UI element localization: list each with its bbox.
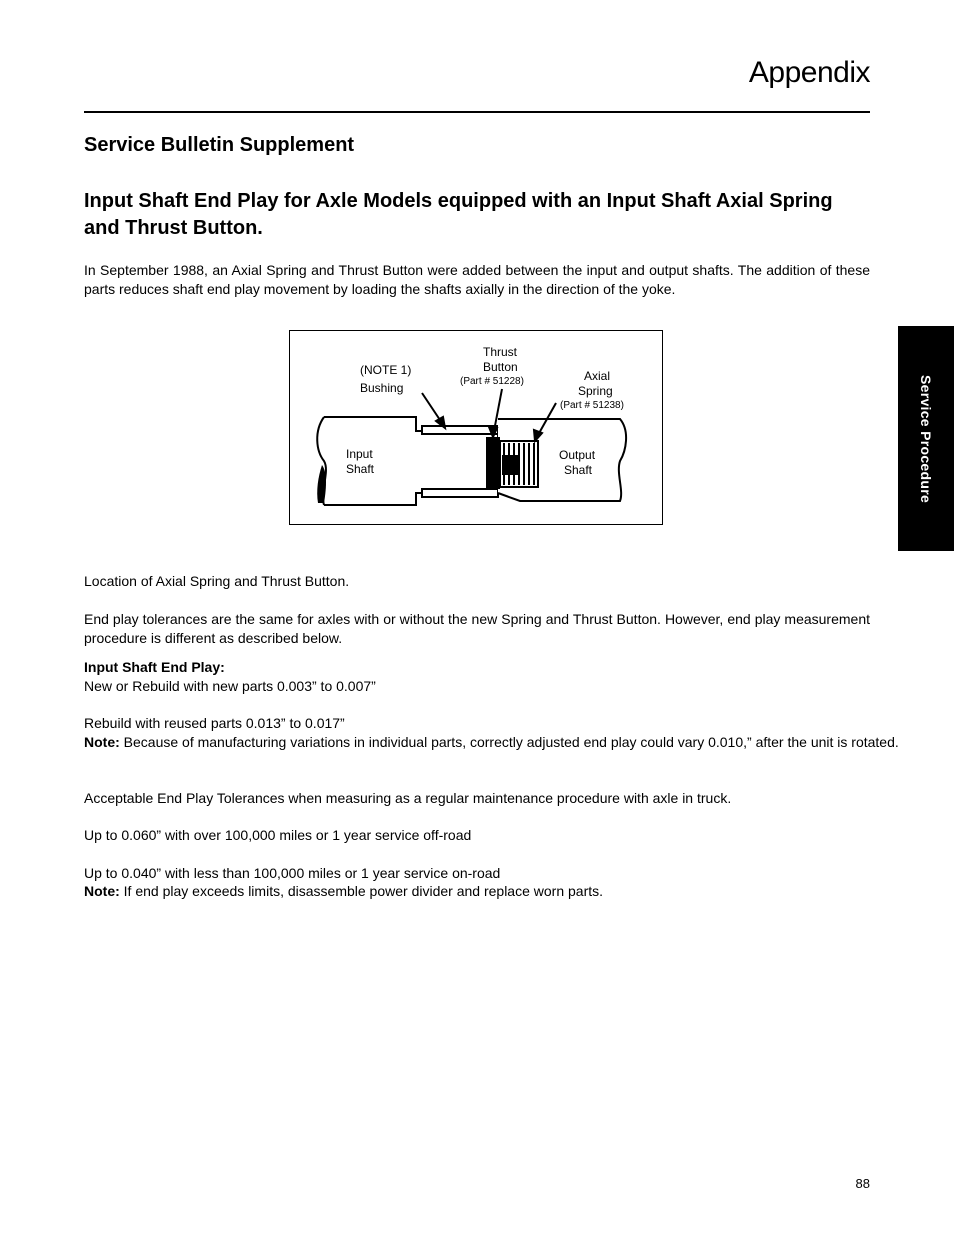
- end-play-heading: Input Shaft End Play:: [84, 659, 225, 675]
- bushing-label: Bushing: [360, 381, 404, 395]
- side-tab: [898, 326, 954, 551]
- output-label-line2: Shaft: [564, 463, 593, 477]
- bushing-shape: [422, 426, 498, 434]
- thrust-label-line1: Thrust: [483, 345, 518, 359]
- tolerance-paragraph: End play tolerances are the same for axles with or without the new Spring and Thrust Button. However, end play measurement procedure is different as described below.: [84, 611, 870, 646]
- thrust-button-shape: [486, 437, 500, 489]
- note-1-text: Because of manufacturing variations in individual parts, correctly adjusted end play could vary 0.010,” after the unit is rotated.: [123, 734, 899, 750]
- new-rebuild-line: New or Rebuild with new parts 0.003” to 0.007”: [84, 678, 376, 694]
- note-2-text: If end play exceeds limits, disassemble power divider and replace worn parts.: [123, 883, 604, 899]
- reused-rebuild-line: Rebuild with reused parts 0.013” to 0.017”: [84, 715, 345, 731]
- subsection-title: Input Shaft End Play for Axle Models equipped with an Input Shaft Axial Spring and Thrust Button.: [84, 190, 833, 239]
- intro-paragraph: In September 1988, an Axial Spring and Thrust Button were added between the input and output shafts. The addition of these parts reduces shaft end play movement by loading the shafts axially in the direction of the yoke.: [84, 262, 870, 297]
- note-label: (NOTE 1): [360, 363, 412, 377]
- header-divider: [84, 111, 870, 113]
- shaft-diagram: [289, 330, 663, 525]
- axial-label-line1: Axial: [584, 369, 611, 383]
- section-title: Service Bulletin Supplement: [84, 134, 355, 156]
- output-label-line1: Output: [559, 448, 596, 462]
- page-number: 88: [855, 1176, 870, 1191]
- page-header-title: Appendix: [748, 56, 870, 89]
- onroad-line: Up to 0.040” with less than 100,000 miles or 1 year service on-road: [84, 865, 501, 881]
- note-1-label: Note:: [84, 734, 120, 750]
- note-1: [84, 733, 903, 752]
- offroad-line: Up to 0.060” with over 100,000 miles or 1 year service off-road: [84, 827, 472, 843]
- note-2: [84, 882, 870, 901]
- acceptable-paragraph: Acceptable End Play Tolerances when measuring as a regular maintenance procedure with axle in truck.: [84, 790, 732, 806]
- axial-part-label: (Part # 51238): [560, 400, 624, 411]
- shaft-drawing: [290, 331, 662, 524]
- note-2-label: Note:: [84, 883, 120, 899]
- input-label-line2: Shaft: [346, 462, 375, 476]
- thrust-part-label: (Part # 51228): [460, 376, 524, 387]
- axial-label-line2: Spring: [578, 384, 613, 398]
- input-label-line1: Input: [346, 447, 373, 461]
- figure-caption: Location of Axial Spring and Thrust Button.: [84, 573, 350, 589]
- side-tab-label: Service Procedure: [918, 374, 934, 503]
- thrust-label-line2: Button: [483, 360, 518, 374]
